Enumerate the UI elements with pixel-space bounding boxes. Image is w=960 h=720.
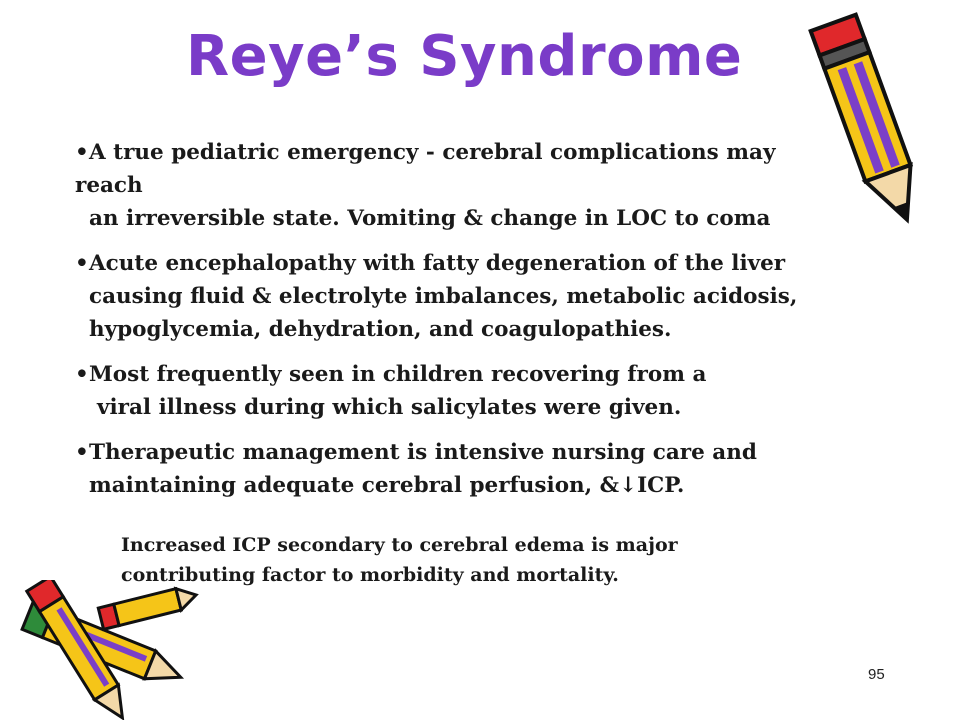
bullet-3	[75, 358, 835, 424]
bullet-2-line-3: hypoglycemia, dehydration, and coagulopathies.	[89, 317, 672, 342]
bullet-1	[75, 136, 835, 235]
bullet-dot: •	[75, 251, 89, 276]
bullet-4	[75, 436, 835, 502]
sub-note-line-2: contributing factor to morbidity and mortality.	[121, 564, 619, 586]
bullet-2-line-1: Acute encephalopathy with fatty degeneration of the liver	[89, 251, 786, 276]
bullet-1-line-1: A true pediatric emergency - cerebral complications may	[89, 140, 776, 165]
bullet-4-line-1: Therapeutic management is intensive nursing care and	[89, 440, 757, 465]
bullet-list	[75, 136, 835, 514]
sub-note-line-1: Increased ICP secondary to cerebral edema is major	[121, 534, 678, 556]
bullet-1-line-3: an irreversible state. Vomiting & change in LOC to coma	[89, 206, 771, 231]
pencils-icon	[0, 580, 200, 720]
bullet-2	[75, 247, 835, 346]
page-number: 95	[868, 666, 885, 683]
bullet-1-line-2: reach	[75, 173, 143, 198]
bullet-4-line-2: maintaining adequate cerebral perfusion, &↓ICP.	[89, 473, 685, 498]
slide-title: Reye’s Syndrome	[186, 24, 743, 89]
bullet-2-line-2: causing fluid & electrolyte imbalances, metabolic acidosis,	[89, 284, 798, 309]
bullet-3-line-2: viral illness during which salicylates were given.	[97, 395, 682, 420]
sub-note	[121, 530, 678, 590]
bullet-dot: •	[75, 140, 89, 165]
bullet-3-line-1: Most frequently seen in children recovering from a	[89, 362, 707, 387]
bullet-dot: •	[75, 440, 89, 465]
bullet-dot: •	[75, 362, 89, 387]
